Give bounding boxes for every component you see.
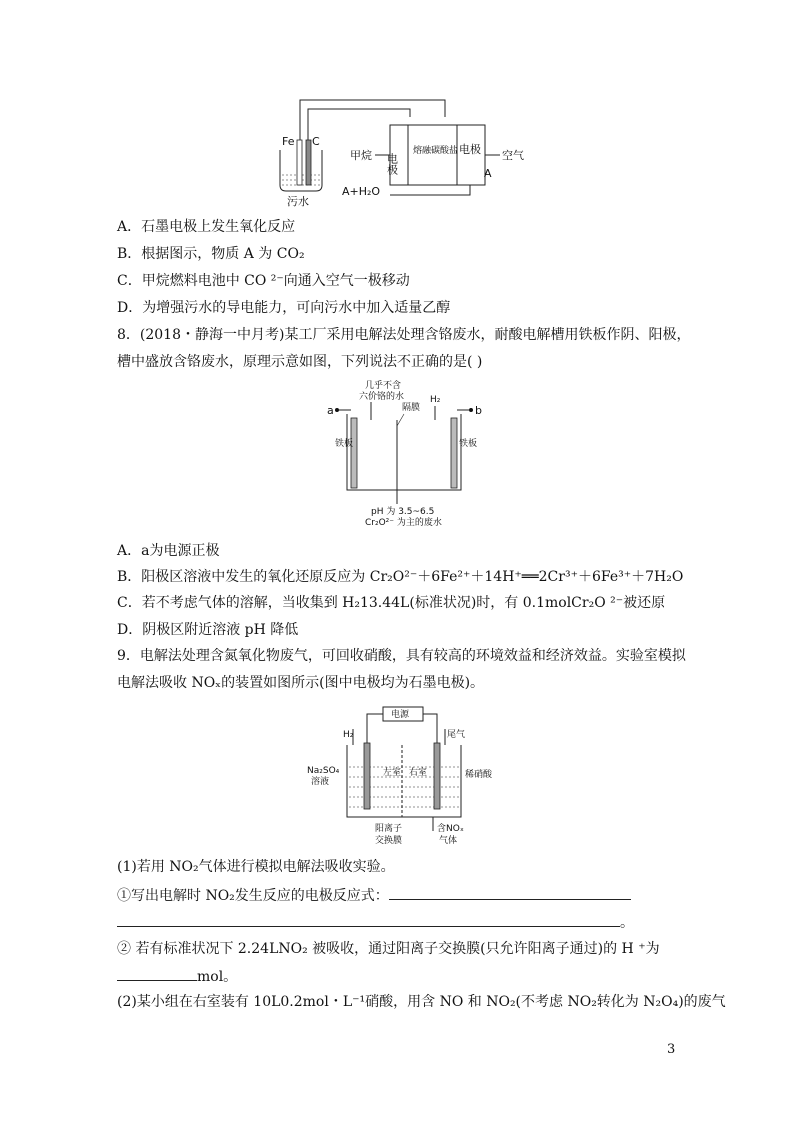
gas-label-2: 气体	[439, 836, 458, 846]
q9-part1-1-cont	[117, 912, 634, 932]
q9-part1-1-end: 。	[620, 915, 634, 931]
q8-stem-line2: 槽中盛放含铬废水，原理示意如图，下列说法不正确的是( )	[117, 354, 483, 370]
bottom-text-2: Cr₂O²⁻ 为主的废水	[365, 518, 442, 528]
answer-blank-1[interactable]	[389, 885, 631, 900]
q9-part1-1-text: ①写出电解时 NO₂发生反应的电极反应式：	[117, 888, 389, 904]
top-text-2: 六价铬的水	[359, 392, 405, 402]
q9-stem-line1: 9．电解法处理含氮氧化物废气，可回收硝酸，具有较高的环境效益和经济效益。实验室模拟	[117, 648, 686, 664]
hno3-label: 稀硝酸	[465, 770, 493, 780]
terminal-b: b	[475, 404, 482, 417]
h2-label: H₂	[430, 395, 441, 405]
membrane-label: 隔膜	[402, 403, 421, 413]
na2so4-label-1: Na₂SO₄	[307, 766, 340, 776]
electrode-right: 电极	[459, 143, 481, 156]
q9-part1-2-unit: mol。	[197, 969, 238, 985]
top-text-1: 几乎不含	[365, 381, 402, 391]
q7-option-d: D．为增强污水的导电能力，可向污水中加入适量乙醇	[117, 300, 451, 316]
bottom-text-1: pH 为 3.5~6.5	[371, 507, 435, 517]
air-label: 空气	[502, 149, 524, 162]
q9-part1-2-cont	[117, 966, 237, 986]
na2so4-label-2: 溶液	[311, 777, 330, 787]
iron-right-label: 铁板	[459, 439, 478, 449]
power-label: 电源	[391, 710, 410, 720]
fuel-cell-figure	[270, 95, 530, 210]
q8-option-b: B．阳极区溶液中发生的氧化还原反应为 Cr₂O²⁻＋6Fe²⁺＋14H⁺══2Cr³⁺＋6Fe³⁺＋7H₂O	[117, 569, 684, 585]
water-label: 污水	[287, 195, 309, 208]
electrolysis-tank-figure	[325, 378, 485, 528]
gas-label-1: 含NOₓ	[437, 824, 464, 834]
q9-part1-2: ② 若有标准状况下 2.24LNO₂ 被吸收，通过阳离子交换膜(只允许阳离子通过)的 H ⁺为	[117, 941, 660, 957]
q8-option-a: A．a为电源正极	[117, 543, 220, 559]
q9-part1-1	[117, 885, 631, 905]
tail-gas-label: 尾气	[447, 730, 466, 740]
membrane-label-2: 交换膜	[375, 836, 403, 846]
electrode-left: 电极	[385, 153, 399, 175]
q9-part2: (2)某小组在右室装有 10L0.2mol・L⁻¹硝酸，用含 NO 和 NO₂(不考虑 NO₂转化为 N₂O₄)的废气	[117, 994, 726, 1010]
h2-label: H₂	[343, 730, 354, 740]
fe-label: Fe	[282, 135, 295, 148]
right-room-label: 右室	[409, 768, 428, 778]
q9-stem-line2: 电解法吸收 NOₓ的装置如图所示(图中电极均为石墨电极)。	[117, 675, 485, 691]
iron-left-label: 铁板	[335, 439, 354, 449]
c-label: C	[312, 135, 320, 148]
q8-option-d: D．阴极区附近溶液 pH 降低	[117, 622, 299, 638]
answer-blank-3[interactable]	[117, 966, 197, 981]
q8-stem-line1: 8．(2018・静海一中月考)某工厂采用电解法处理含铬废水，耐酸电解槽用铁板作阴、阳极，	[117, 327, 691, 343]
q7-option-a: A．石墨电极上发生氧化反应	[117, 219, 296, 235]
q8-option-c: C．若不考虑气体的溶解，当收集到 H₂13.44L(标准状况)时，有 0.1molCr₂O ²⁻被还原	[117, 595, 666, 611]
page-number: 3	[667, 1042, 676, 1057]
left-room-label: 左室	[383, 768, 402, 778]
answer-blank-2[interactable]	[117, 912, 620, 927]
methane-label: 甲烷	[350, 149, 372, 162]
terminal-a: a	[327, 404, 334, 417]
a-in-label: A	[484, 167, 492, 180]
q9-part1: (1)若用 NO₂气体进行模拟电解法吸收实验。	[117, 859, 395, 875]
salt-label: 熔融碳酸盐	[413, 146, 459, 156]
q7-option-b: B．根据图示，物质 A 为 CO₂	[117, 246, 305, 262]
a-out-label: A+H₂O	[342, 185, 381, 198]
nox-electrolysis-figure	[305, 705, 505, 850]
membrane-label-1: 阳离子	[375, 824, 403, 834]
q7-option-c: C．甲烷燃料电池中 CO ²⁻向通入空气一极移动	[117, 273, 410, 289]
